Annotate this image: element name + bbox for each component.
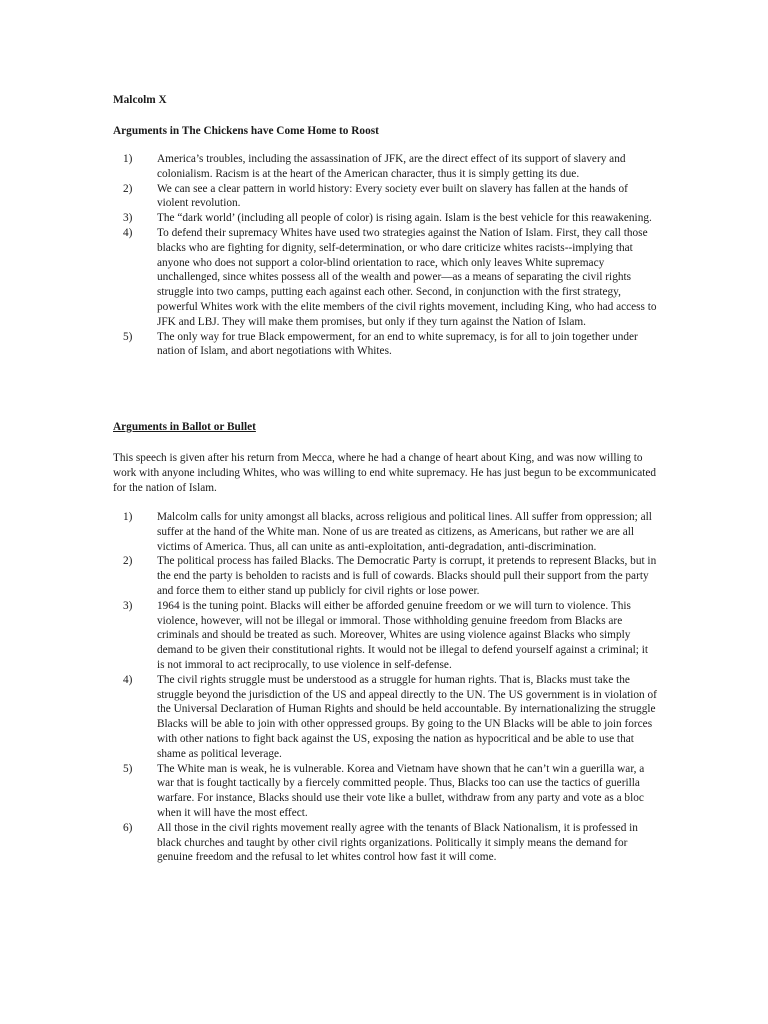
section1-heading: Arguments in The Chickens have Come Home to Roost	[113, 125, 379, 137]
list-item: 3) The “dark world’ (including all people of color) is rising again. Islam is the best vehicle for this reawakening.	[123, 212, 652, 225]
section1-list	[113, 152, 658, 359]
list-item: 4) To defend their supremacy Whites have used two strategies against the Nation of Islam. First, they call those blacks who are fighting for dignity, self-determination, or who dare criticize whites racists--implying that anyone who does not support a color-blind orientation to race, which only leaves White supremacy unchallenged, since whites possess all of the wealth and power—as a means of separating the civil rights struggle into two camps, putting each against each other. Second, in conjunction with the first strategy, powerful Whites work with the elite members of the civil rights movement, including King, who had access to JFK and LBJ. They will make them promises, but only if they turn against the Nation of Islam.	[123, 226, 657, 328]
list-item: 3) 1964 is the tuning point. Blacks will either be afforded genuine freedom or we will turn to violence. This violence, however, will not be illegal or immoral. Those withholding genuine freedom from Blacks are criminals and should be treated as such. Moreover, Whites are using violence against Blacks who simply demand to be given their constitutional rights. It would not be illegal to defend yourself against a criminal; it is not immoral to act reciprocally, to use violence in self-defense.	[123, 599, 648, 671]
list-item: 5) The White man is weak, he is vulnerable. Korea and Vietnam have shown that he can’t win a guerilla war, a war that is fought tactically by a fiercely committed people. Thus, Blacks too can use the tactics of guerilla warfare. For instance, Blacks should use their vote like a bullet, withdraw from any party and vote as a bloc when it will have the most effect.	[123, 762, 645, 819]
list-item: 4) The civil rights struggle must be understood as a struggle for human rights. That is, Blacks must take the struggle beyond the jurisdiction of the US and appeal directly to the UN. The US government is in violation of the Universal Declaration of Human Rights and should be held accountable. By internationalizing the struggle Blacks will be able to join with other oppressed groups. By going to the UN Blacks will be able to join forces with other nations to fight back against the US, exposing the nation as hypocritical and be able to use that shame as political leverage.	[123, 673, 657, 760]
list-item: 2) The political process has failed Blacks. The Democratic Party is corrupt, it pretends to represent Blacks, but in the end the party is beholden to racists and is full of cowards. Blacks should pull their support from the party and force them to either stand up publicly for civil rights or lose power.	[123, 555, 657, 597]
author-heading: Malcolm X	[113, 94, 167, 106]
section2-list	[113, 510, 658, 865]
list-item: 6) All those in the civil rights movement really agree with the tenants of Black Nationalism, it is professed in black churches and taught by other civil rights organizations. Politically it simply means the demand for genuine freedom and the refusal to let whites control how fast it will come.	[123, 821, 638, 864]
list-item: 5) The only way for true Black empowerment, for an end to white supremacy, is for all to join together under nation of Islam, and abort negotiations with Whites.	[123, 330, 638, 358]
list-item: 2) We can see a clear pattern in world history: Every society ever built on slavery has fallen at the hands of violent revolution.	[123, 182, 628, 210]
section2-heading: Arguments in Ballot or Bullet	[113, 421, 256, 433]
list-item: 1) Malcolm calls for unity amongst all blacks, across religious and political lines. All suffer from oppression; all suffer at the hand of the White man. None of us are treated as citizens, as Americans, but rather we are all victims of America. Thus, all can unite as anti-exploitation, anti-degradation, anti-discrimination.	[123, 511, 652, 553]
list-item: 1) America’s troubles, including the assassination of JFK, are the direct effect of its support of slavery and colonialism. Racism is at the heart of the American character, thus it is simply getting its due.	[123, 153, 626, 180]
section2-intro: This speech is given after his return from Mecca, where he had a change of heart about King, and was now willing to work with anyone including Whites, who was willing to end white supremacy. He has just begun to be excommunicated for the nation of Islam.	[113, 452, 657, 494]
